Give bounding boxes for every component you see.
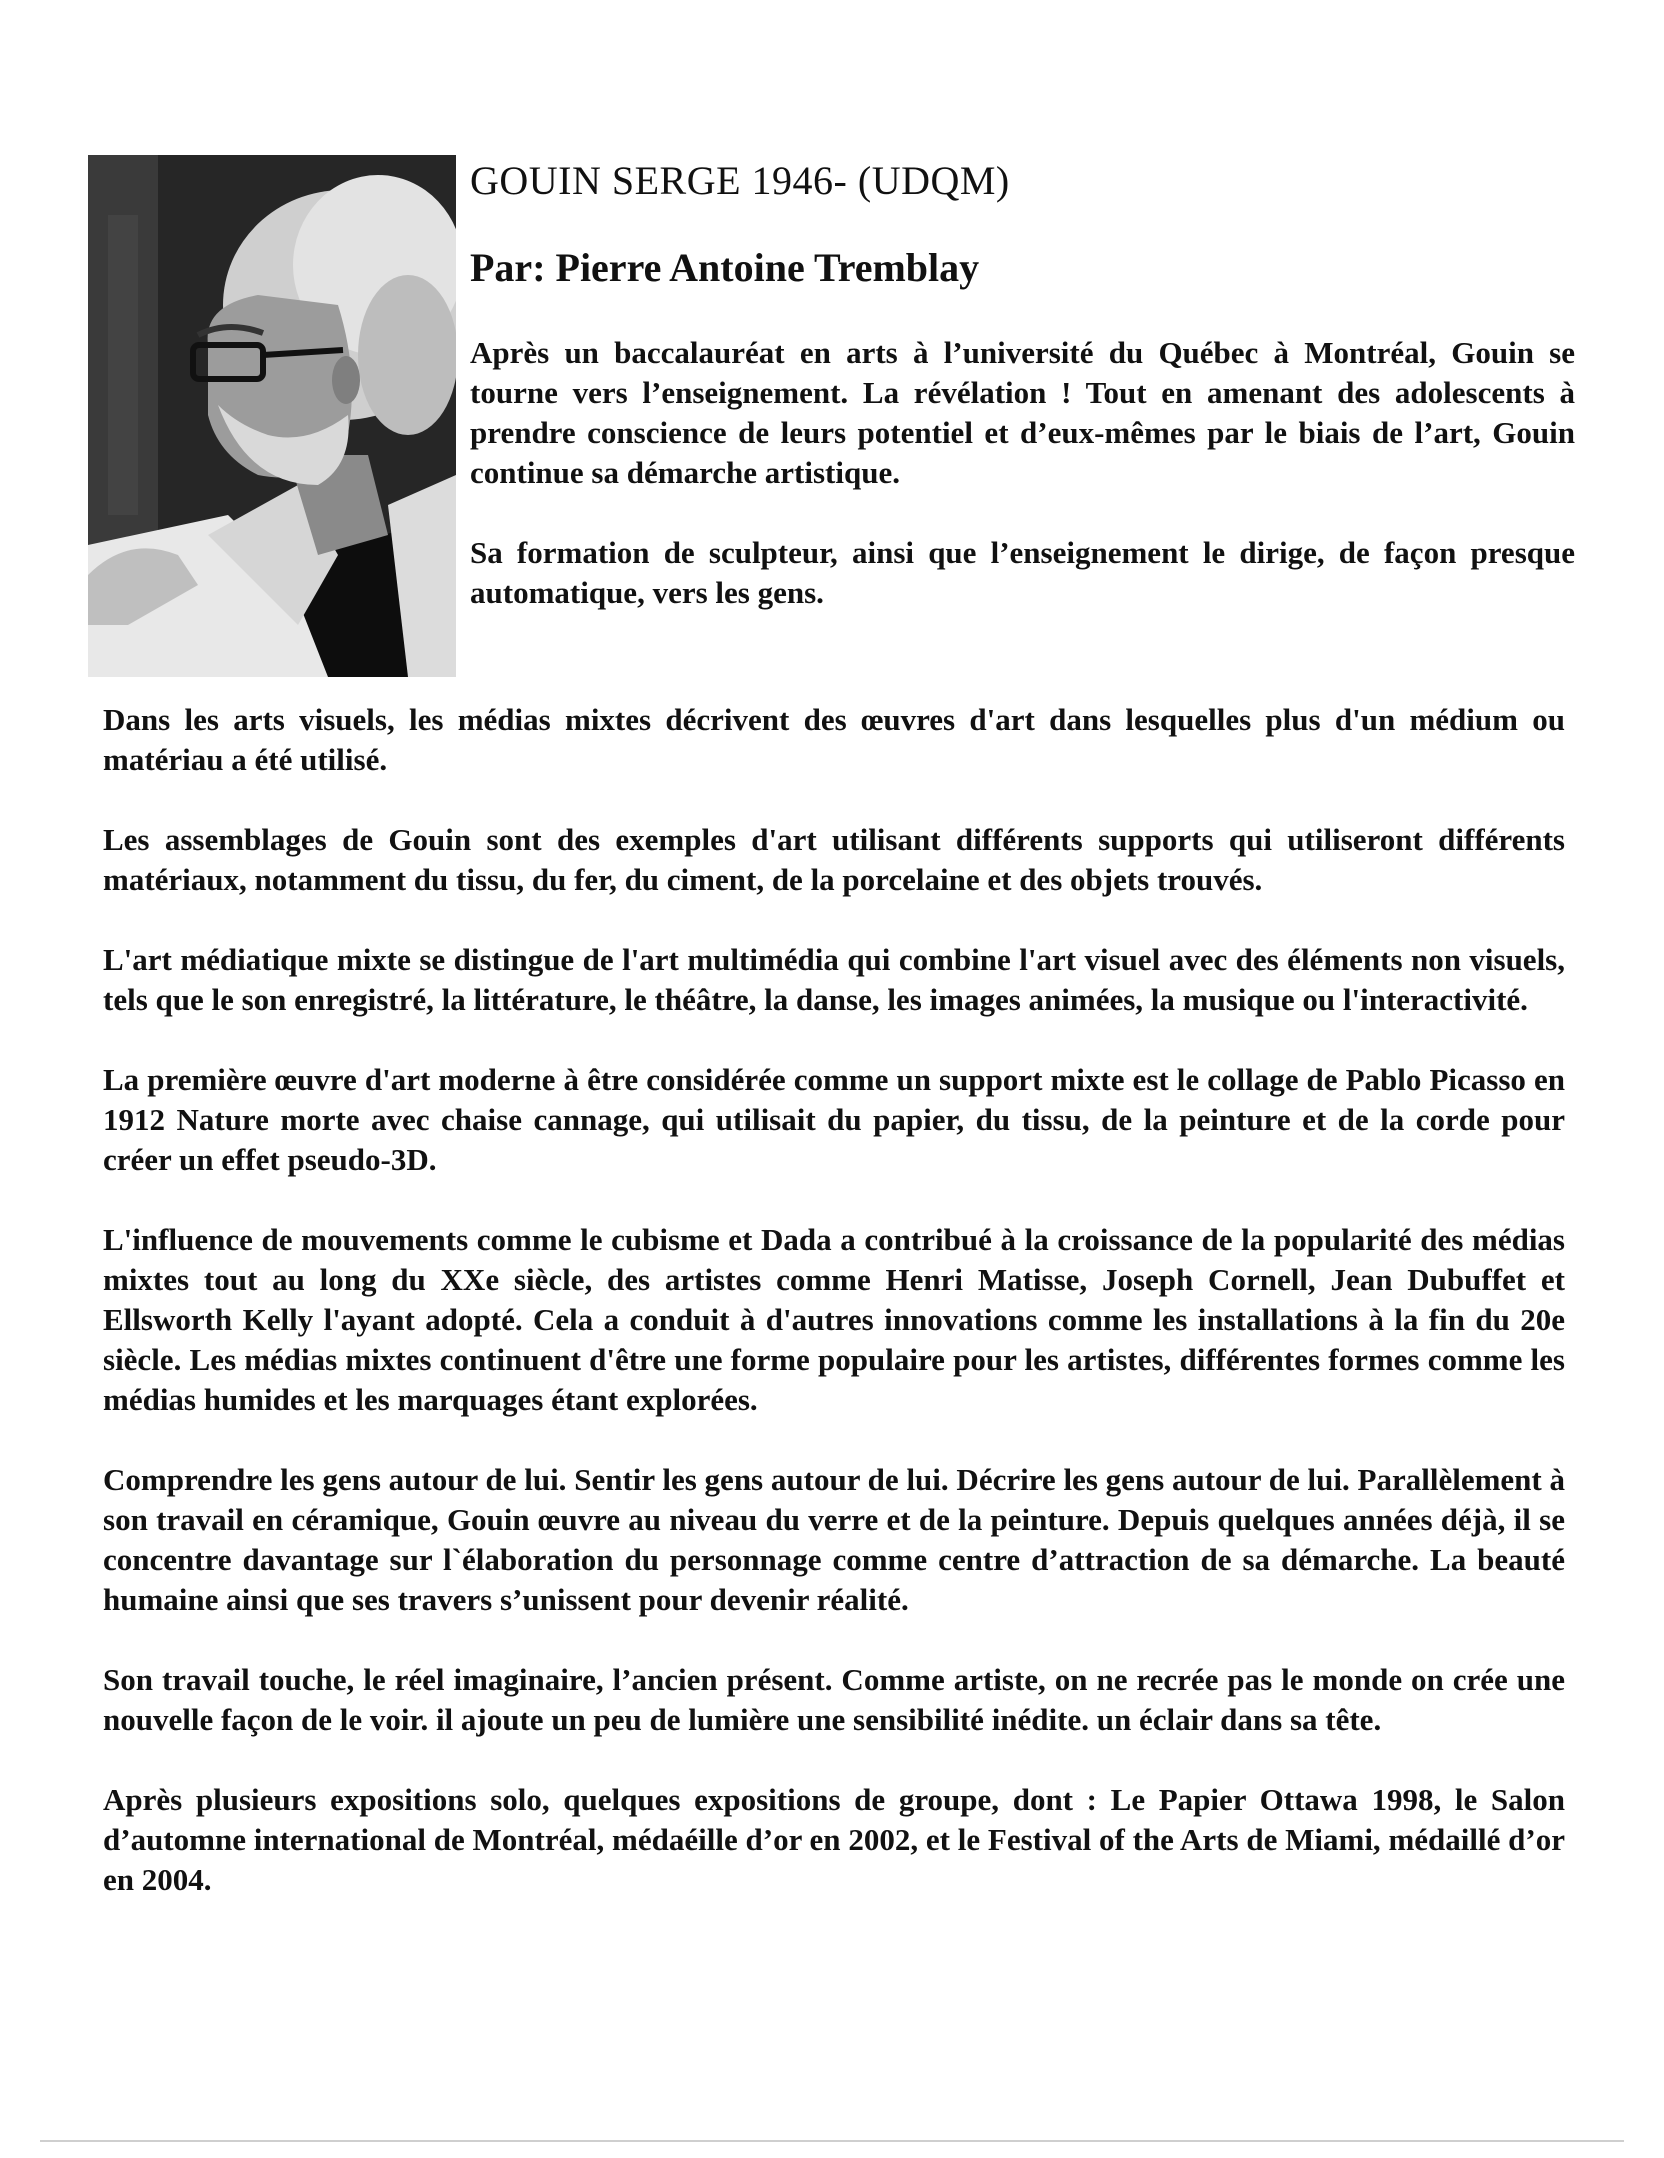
intro-paragraph: Sa formation de sculpteur, ainsi que l’enseignement le dirige, de façon presque automatique, vers les gens. (470, 535, 1575, 610)
body-paragraph: La première œuvre d'art moderne à être considérée comme un support mixte est le collage de Pablo Picasso en 1912 Nature morte avec chaise cannage, qui utilisait du papier, du tissu, de la peinture et de la corde pour créer un effet pseudo-3D. (103, 1062, 1565, 1177)
bottom-divider (40, 2140, 1624, 2142)
author-byline: Par: Pierre Antoine Tremblay (470, 245, 980, 290)
body-paragraph: L'influence de mouvements comme le cubisme et Dada a contribué à la croissance de la popularité des médias mixtes tout au long du XXe siècle, des artistes comme Henri Matisse, Joseph Cornell, Jean Dubuffet et Ellsworth Kelly l'ayant adopté. Cela a conduit à d'autres innovations comme les installations à la fin du 20e siècle. Les médias mixtes continuent d'être une forme populaire pour les artistes, différentes formes comme les médias humides et les marquages étant explorées. (103, 1222, 1565, 1417)
body-paragraph: Dans les arts visuels, les médias mixtes décrivent des œuvres d'art dans lesquelles plus d'un médium ou matériau a été utilisé. (103, 702, 1565, 777)
artist-portrait-photo (88, 155, 456, 677)
body-paragraph: Après plusieurs expositions solo, quelques expositions de groupe, dont : Le Papier Ottawa 1998, le Salon d’automne international de Montréal, médaéille d’or en 2002, et le Festival of the Arts de Miami, médaillé d’or en 2004. (103, 1782, 1565, 1897)
article-header (470, 155, 1575, 613)
body-paragraph: Son travail touche, le réel imaginaire, l’ancien présent. Comme artiste, on ne recrée pas le monde on crée une nouvelle façon de le voir. il ajoute un peu de lumière une sensibilité inédite. un éclair dans sa tête. (103, 1662, 1565, 1737)
body-paragraph: Comprendre les gens autour de lui. Sentir les gens autour de lui. Décrire les gens autour de lui. Parallèlement à son travail en céramique, Gouin œuvre au niveau du verre et de la peinture. Depuis quelques années déjà, il se concentre davantage sur l`élaboration du personnage comme centre d’attraction de sa démarche. La beauté humaine ainsi que ses travers s’unissent pour devenir réalité. (103, 1462, 1565, 1617)
article-body (103, 700, 1565, 1940)
page-title: GOUIN SERGE 1946- (UDQM) (470, 158, 1010, 203)
portrait-illustration (88, 155, 456, 677)
body-paragraph: L'art médiatique mixte se distingue de l'art multimédia qui combine l'art visuel avec des éléments non visuels, tels que le son enregistré, la littérature, le théâtre, la danse, les images animées, la musique ou l'interactivité. (103, 942, 1565, 1017)
body-paragraph: Les assemblages de Gouin sont des exemples d'art utilisant différents supports qui utiliseront différents matériaux, notamment du tissu, du fer, du ciment, de la porcelaine et des objets trouvés. (103, 822, 1565, 897)
intro-paragraph: Après un baccalauréat en arts à l’université du Québec à Montréal, Gouin se tourne vers l’enseignement. La révélation ! Tout en amenant des adolescents à prendre conscience de leurs potentiel et d’eux-mêmes par le biais de l’art, Gouin continue sa démarche artistique. (470, 335, 1575, 490)
